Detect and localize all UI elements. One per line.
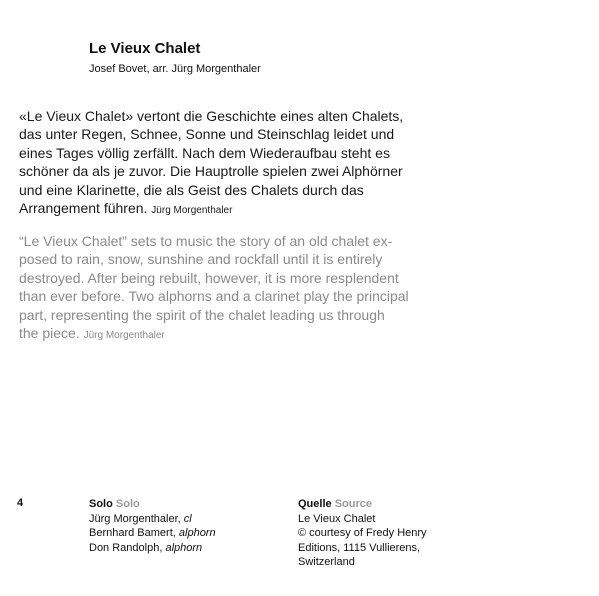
source-section bbox=[298, 497, 427, 570]
solo-section bbox=[89, 497, 216, 555]
source-heading bbox=[298, 497, 427, 512]
piece-title: Le Vieux Chalet bbox=[89, 40, 201, 57]
english-line: the piece. bbox=[19, 325, 80, 342]
english-line: part, representing the spirit of the chalet leading us through bbox=[19, 306, 385, 323]
performer-name: Jürg Morgenthaler, bbox=[89, 512, 181, 525]
source-line: Le Vieux Chalet bbox=[298, 512, 376, 525]
english-line: than ever before. Two alphorns and a clarinet play the principal bbox=[19, 288, 409, 305]
german-line-last bbox=[19, 199, 579, 220]
german-line: eines Tages völlig zerfällt. Nach dem Wiederaufbau steht es bbox=[19, 144, 390, 161]
performer-instrument: alphorn bbox=[178, 527, 216, 540]
performer-instrument: cl bbox=[183, 512, 192, 525]
source-line: Switzerland bbox=[298, 556, 355, 569]
german-credit: Jürg Morgenthaler bbox=[151, 205, 233, 217]
german-line: «Le Vieux Chalet» vertont die Geschichte eines alten Chalets, bbox=[19, 108, 404, 124]
source-line: Editions, 1115 Vullierens, bbox=[298, 541, 421, 554]
german-line: das unter Regen, Schnee, Sonne und Steinschlag leidet und bbox=[19, 126, 395, 143]
german-line: und eine Klarinette, die als Geist des Chalets durch das bbox=[19, 181, 364, 198]
performer bbox=[89, 541, 216, 556]
english-line-last bbox=[19, 324, 579, 345]
source-heading-de: Quelle bbox=[298, 498, 332, 510]
source-line: © courtesy of Fredy Henry bbox=[298, 527, 427, 540]
page-number: 4 bbox=[17, 497, 24, 509]
performer-name: Don Randolph, bbox=[89, 541, 163, 554]
german-line: Arrangement führen. bbox=[19, 200, 148, 217]
english-credit: Jürg Morgenthaler bbox=[83, 330, 165, 342]
english-line: “Le Vieux Chalet” sets to music the story of an old chalet ex- bbox=[19, 233, 393, 249]
source-heading-en: Source bbox=[334, 498, 372, 510]
german-line: schöner da als je zuvor. Die Hauptrolle spielen zwei Alphörner bbox=[19, 163, 403, 180]
performer bbox=[89, 526, 216, 541]
performer-name: Bernhard Bamert, bbox=[89, 527, 176, 540]
solo-heading-de: Solo bbox=[89, 498, 113, 510]
performer-instrument: alphorn bbox=[165, 541, 203, 554]
performer bbox=[89, 512, 216, 527]
solo-heading-en: Solo bbox=[115, 498, 140, 510]
composer-arranger: Josef Bovet, arr. Jürg Morgenthaler bbox=[89, 63, 261, 75]
english-line: posed to rain, snow, sunshine and rockfall until it is entirely bbox=[19, 251, 383, 268]
english-description bbox=[19, 232, 579, 345]
german-description bbox=[19, 107, 579, 220]
solo-heading bbox=[89, 497, 216, 512]
english-line: destroyed. After being rebuilt, however, it is more resplendent bbox=[19, 269, 399, 286]
